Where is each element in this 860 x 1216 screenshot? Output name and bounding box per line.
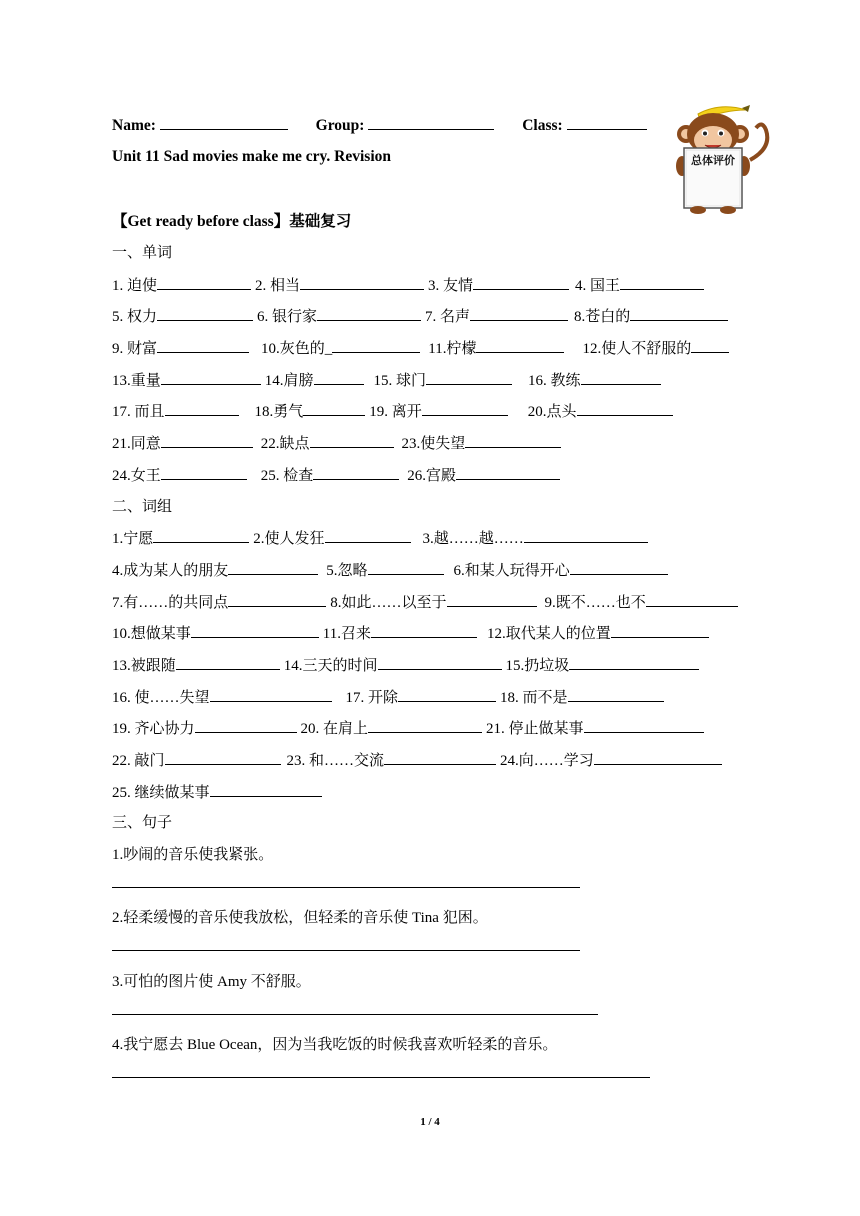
word-prompt: 22.缺点 (260, 436, 310, 453)
word-answer-blank[interactable] (473, 273, 569, 290)
word-row (112, 273, 792, 305)
word-prompt: 20.点头 (527, 404, 577, 421)
word-item (112, 463, 247, 488)
phrase-item (346, 685, 497, 710)
word-answer-blank[interactable] (161, 431, 253, 448)
phrase-answer-blank[interactable] (368, 716, 482, 733)
sentence-answer-line[interactable] (112, 875, 580, 888)
phrase-answer-blank[interactable] (325, 526, 411, 543)
phrase-prompt: 3.越……越…… (422, 531, 524, 548)
phrase-row (112, 748, 792, 780)
word-prompt: 3. 友情 (428, 277, 474, 294)
word-answer-blank[interactable] (157, 304, 253, 321)
word-item (112, 368, 261, 393)
group-field[interactable] (316, 115, 495, 135)
phrase-item (253, 526, 410, 551)
word-answer-blank[interactable] (313, 463, 399, 480)
phrase-answer-blank[interactable] (524, 526, 648, 543)
phrase-prompt: 17. 开除 (345, 689, 399, 706)
phrase-item (301, 716, 483, 741)
word-row (112, 399, 792, 431)
phrase-answer-blank[interactable] (569, 653, 699, 670)
word-answer-blank[interactable] (422, 399, 508, 416)
word-answer-blank[interactable] (157, 336, 249, 353)
sentence-prompt: 3.可怕的图片使 Amy 不舒服。 (112, 973, 311, 990)
word-answer-blank[interactable] (476, 336, 564, 353)
phrase-item (486, 716, 704, 741)
phrase-row (112, 590, 792, 622)
phrase-row (112, 780, 792, 812)
sentence-answer-area (112, 875, 792, 907)
phrase-row (112, 621, 792, 653)
word-item (575, 273, 704, 298)
word-item (528, 399, 673, 424)
name-blank[interactable] (160, 115, 288, 130)
phrase-row (112, 526, 792, 558)
phrase-answer-blank[interactable] (228, 590, 326, 607)
word-answer-blank[interactable] (456, 463, 560, 480)
sentence-prompt: 1.吵闹的音乐使我紧张。 (112, 847, 274, 864)
phrase-answer-blank[interactable] (646, 590, 738, 607)
word-row (112, 368, 792, 400)
word-answer-blank[interactable] (310, 431, 394, 448)
sentence-answer-line[interactable] (112, 1065, 650, 1078)
phrase-item (112, 526, 249, 551)
word-item (255, 273, 424, 298)
word-prompt: 11.柠檬 (428, 341, 477, 358)
word-row (112, 431, 792, 463)
group-blank[interactable] (368, 115, 494, 130)
phrase-prompt: 2.使人发狂 (253, 531, 325, 548)
phrase-item (500, 685, 664, 710)
phrase-prompt: 25. 继续做某事 (112, 784, 210, 801)
word-answer-blank[interactable] (577, 399, 673, 416)
word-answer-blank[interactable] (317, 304, 421, 321)
phrase-prompt: 22. 敲门 (112, 753, 165, 769)
phrase-item (454, 558, 668, 583)
phrase-answer-blank[interactable] (594, 748, 722, 765)
section-heading: 【Get ready before class】基础复习 (112, 213, 352, 230)
word-answer-blank[interactable] (465, 431, 561, 448)
phrase-prompt: 13.被跟随 (112, 657, 176, 674)
word-item (265, 368, 364, 393)
sentence-answer-line[interactable] (112, 938, 580, 951)
phrase-prompt: 18. 而不是 (500, 689, 568, 706)
words-list (112, 273, 792, 495)
phrase-answer-blank[interactable] (568, 685, 664, 702)
word-answer-blank[interactable] (157, 273, 251, 290)
phrase-prompt: 8.如此……以至于 (330, 594, 447, 611)
phrase-item (506, 653, 700, 678)
phrase-answer-blank[interactable] (210, 780, 322, 797)
phrase-item (112, 653, 280, 678)
word-prompt: 6. 银行家 (257, 309, 318, 326)
word-answer-blank[interactable] (620, 273, 704, 290)
word-prompt: 15. 球门 (373, 372, 427, 389)
phrase-prompt: 19. 齐心协力 (112, 721, 195, 738)
phrase-item (545, 590, 738, 615)
word-item (374, 368, 513, 393)
word-prompt: 1. 迫使 (112, 277, 158, 294)
sentence-prompt: 2.轻柔缓慢的音乐使我放松，但轻柔的音乐使 Tina 犯困。 (112, 910, 488, 927)
phrase-prompt: 14.三天的时间 (283, 657, 378, 674)
phrase-answer-blank[interactable] (228, 558, 318, 575)
word-item (255, 399, 366, 424)
word-prompt: 21.同意 (112, 436, 161, 453)
phrase-answer-blank[interactable] (210, 685, 332, 702)
phrase-item (112, 590, 326, 615)
word-item (582, 336, 729, 361)
phrase-item (112, 558, 318, 583)
phrase-prompt: 1.宁愿 (112, 531, 154, 548)
word-answer-blank[interactable] (691, 336, 729, 353)
phrase-row (112, 653, 792, 685)
phrase-answer-blank[interactable] (611, 621, 709, 638)
phrase-answer-blank[interactable] (584, 716, 704, 733)
unit-title: Unit 11 Sad movies make me cry. Revision (112, 148, 391, 165)
word-item (112, 273, 251, 298)
word-answer-blank[interactable] (161, 368, 261, 385)
exercise-body (112, 241, 792, 1097)
badge-text: 总体评价 (691, 154, 735, 167)
sentences-heading: 三、句子 (112, 815, 173, 832)
word-row (112, 336, 792, 368)
word-item (402, 431, 562, 456)
word-prompt: 4. 国王 (575, 277, 621, 294)
phrase-item (112, 621, 319, 646)
word-item (528, 368, 661, 393)
name-field[interactable] (112, 115, 288, 135)
class-field[interactable] (522, 115, 646, 135)
class-label: Class: (522, 117, 563, 134)
word-prompt: 8.苍白的 (574, 309, 631, 326)
phrase-answer-blank[interactable] (165, 748, 281, 765)
word-prompt: 17. 而且 (112, 404, 165, 421)
word-row (112, 463, 792, 495)
phrase-prompt: 23. 和……交流 (286, 753, 385, 769)
phrase-answer-blank[interactable] (570, 558, 668, 575)
word-item (112, 336, 249, 361)
phrase-prompt: 5.忽略 (326, 562, 368, 579)
word-answer-blank[interactable] (314, 368, 364, 385)
word-row (112, 304, 792, 336)
phrase-answer-blank[interactable] (447, 590, 537, 607)
word-answer-blank[interactable] (470, 304, 568, 321)
word-item (574, 304, 728, 329)
phrase-item (323, 621, 477, 646)
word-item (428, 273, 569, 298)
phrase-answer-blank[interactable] (398, 685, 496, 702)
phrase-answer-blank[interactable] (176, 653, 280, 670)
word-answer-blank[interactable] (332, 336, 420, 353)
word-prompt: 13.重量 (112, 372, 161, 389)
group-label: Group: (315, 117, 365, 134)
phrase-item (423, 526, 648, 551)
word-prompt: 19. 离开 (369, 404, 422, 421)
phrase-prompt: 16. 使……失望 (112, 689, 210, 706)
phrase-prompt: 12.取代某人的位置 (486, 626, 611, 643)
name-label: Name: (112, 117, 156, 134)
word-prompt: 7. 名声 (425, 309, 471, 326)
phrase-row (112, 716, 792, 748)
phrase-prompt: 24.向……学习 (500, 753, 594, 769)
sentence-prompt: 4.我宁愿去 Blue Ocean，因为当我吃饭的时候我喜欢听轻柔的音乐。 (112, 1037, 558, 1054)
phrase-item (112, 685, 332, 710)
phrase-prompt: 11.召来 (322, 626, 371, 643)
student-info-line (112, 115, 647, 135)
phrases-list (112, 526, 792, 811)
phrase-item (287, 748, 497, 773)
word-prompt: 26.宫殿 (407, 467, 457, 484)
phrase-answer-blank[interactable] (368, 558, 444, 575)
phrases-heading: 二、词组 (112, 498, 173, 515)
word-item (112, 399, 239, 424)
word-item (261, 431, 394, 456)
phrase-prompt: 20. 在肩上 (300, 721, 369, 738)
word-prompt: 2. 相当 (255, 277, 301, 294)
phrase-answer-blank[interactable] (371, 621, 477, 638)
word-answer-blank[interactable] (300, 273, 424, 290)
word-prompt: 16. 教练 (528, 372, 581, 389)
monkey-evaluation-icon (668, 100, 778, 215)
word-answer-blank[interactable] (303, 399, 365, 416)
sentence-answer-area (112, 938, 792, 970)
phrase-prompt: 21. 停止做某事 (486, 721, 584, 738)
phrase-prompt: 7.有……的共同点 (112, 594, 229, 611)
phrase-answer-blank[interactable] (195, 716, 297, 733)
word-item (407, 463, 560, 488)
word-answer-blank[interactable] (426, 368, 512, 385)
word-answer-blank[interactable] (630, 304, 728, 321)
word-prompt: 5. 权力 (112, 309, 158, 326)
page-indicator: 1 / 4 (420, 1116, 440, 1128)
word-prompt: 12.使人不舒服的 (582, 341, 692, 358)
phrase-answer-blank[interactable] (153, 526, 249, 543)
phrase-item (500, 748, 722, 773)
phrase-item (326, 558, 443, 583)
phrase-item (487, 621, 709, 646)
phrase-answer-blank[interactable] (378, 653, 502, 670)
word-prompt: 24.女王 (112, 467, 161, 484)
word-item (112, 304, 253, 329)
phrase-prompt: 10.想做某事 (112, 626, 191, 643)
word-item (425, 304, 568, 329)
class-blank[interactable] (567, 115, 647, 130)
word-item (261, 463, 400, 488)
word-item (428, 336, 564, 361)
word-prompt: 18.勇气 (254, 404, 304, 421)
word-item (112, 431, 253, 456)
phrase-answer-blank[interactable] (384, 748, 496, 765)
phrase-item (330, 590, 536, 615)
phrase-item (112, 780, 322, 805)
word-answer-blank[interactable] (161, 463, 247, 480)
sentences-list (112, 843, 792, 1097)
word-prompt: 25. 检查 (260, 467, 314, 484)
sentence-answer-area (112, 1065, 792, 1097)
phrase-prompt: 6.和某人玩得开心 (453, 562, 570, 579)
phrase-answer-blank[interactable] (191, 621, 319, 638)
word-item (261, 336, 420, 361)
word-prompt: 14.肩膀 (264, 372, 314, 389)
phrase-prompt: 9.既不……也不 (544, 594, 646, 611)
word-prompt: 10.灰色的_ (261, 341, 333, 358)
words-heading: 一、单词 (112, 245, 173, 261)
phrase-prompt: 4.成为某人的朋友 (112, 562, 229, 579)
phrase-prompt: 15.扔垃圾 (505, 657, 570, 674)
word-answer-blank[interactable] (581, 368, 661, 385)
word-item (257, 304, 421, 329)
word-item (369, 399, 508, 424)
sentence-answer-area (112, 1002, 792, 1034)
word-prompt: 23.使失望 (401, 436, 466, 453)
phrase-item (284, 653, 502, 678)
phrase-item (112, 716, 297, 741)
word-prompt: 9. 财富 (112, 341, 158, 358)
word-answer-blank[interactable] (165, 399, 239, 416)
phrase-row (112, 558, 792, 590)
phrase-item (112, 748, 281, 773)
phrase-row (112, 685, 792, 717)
sentence-answer-line[interactable] (112, 1002, 598, 1015)
